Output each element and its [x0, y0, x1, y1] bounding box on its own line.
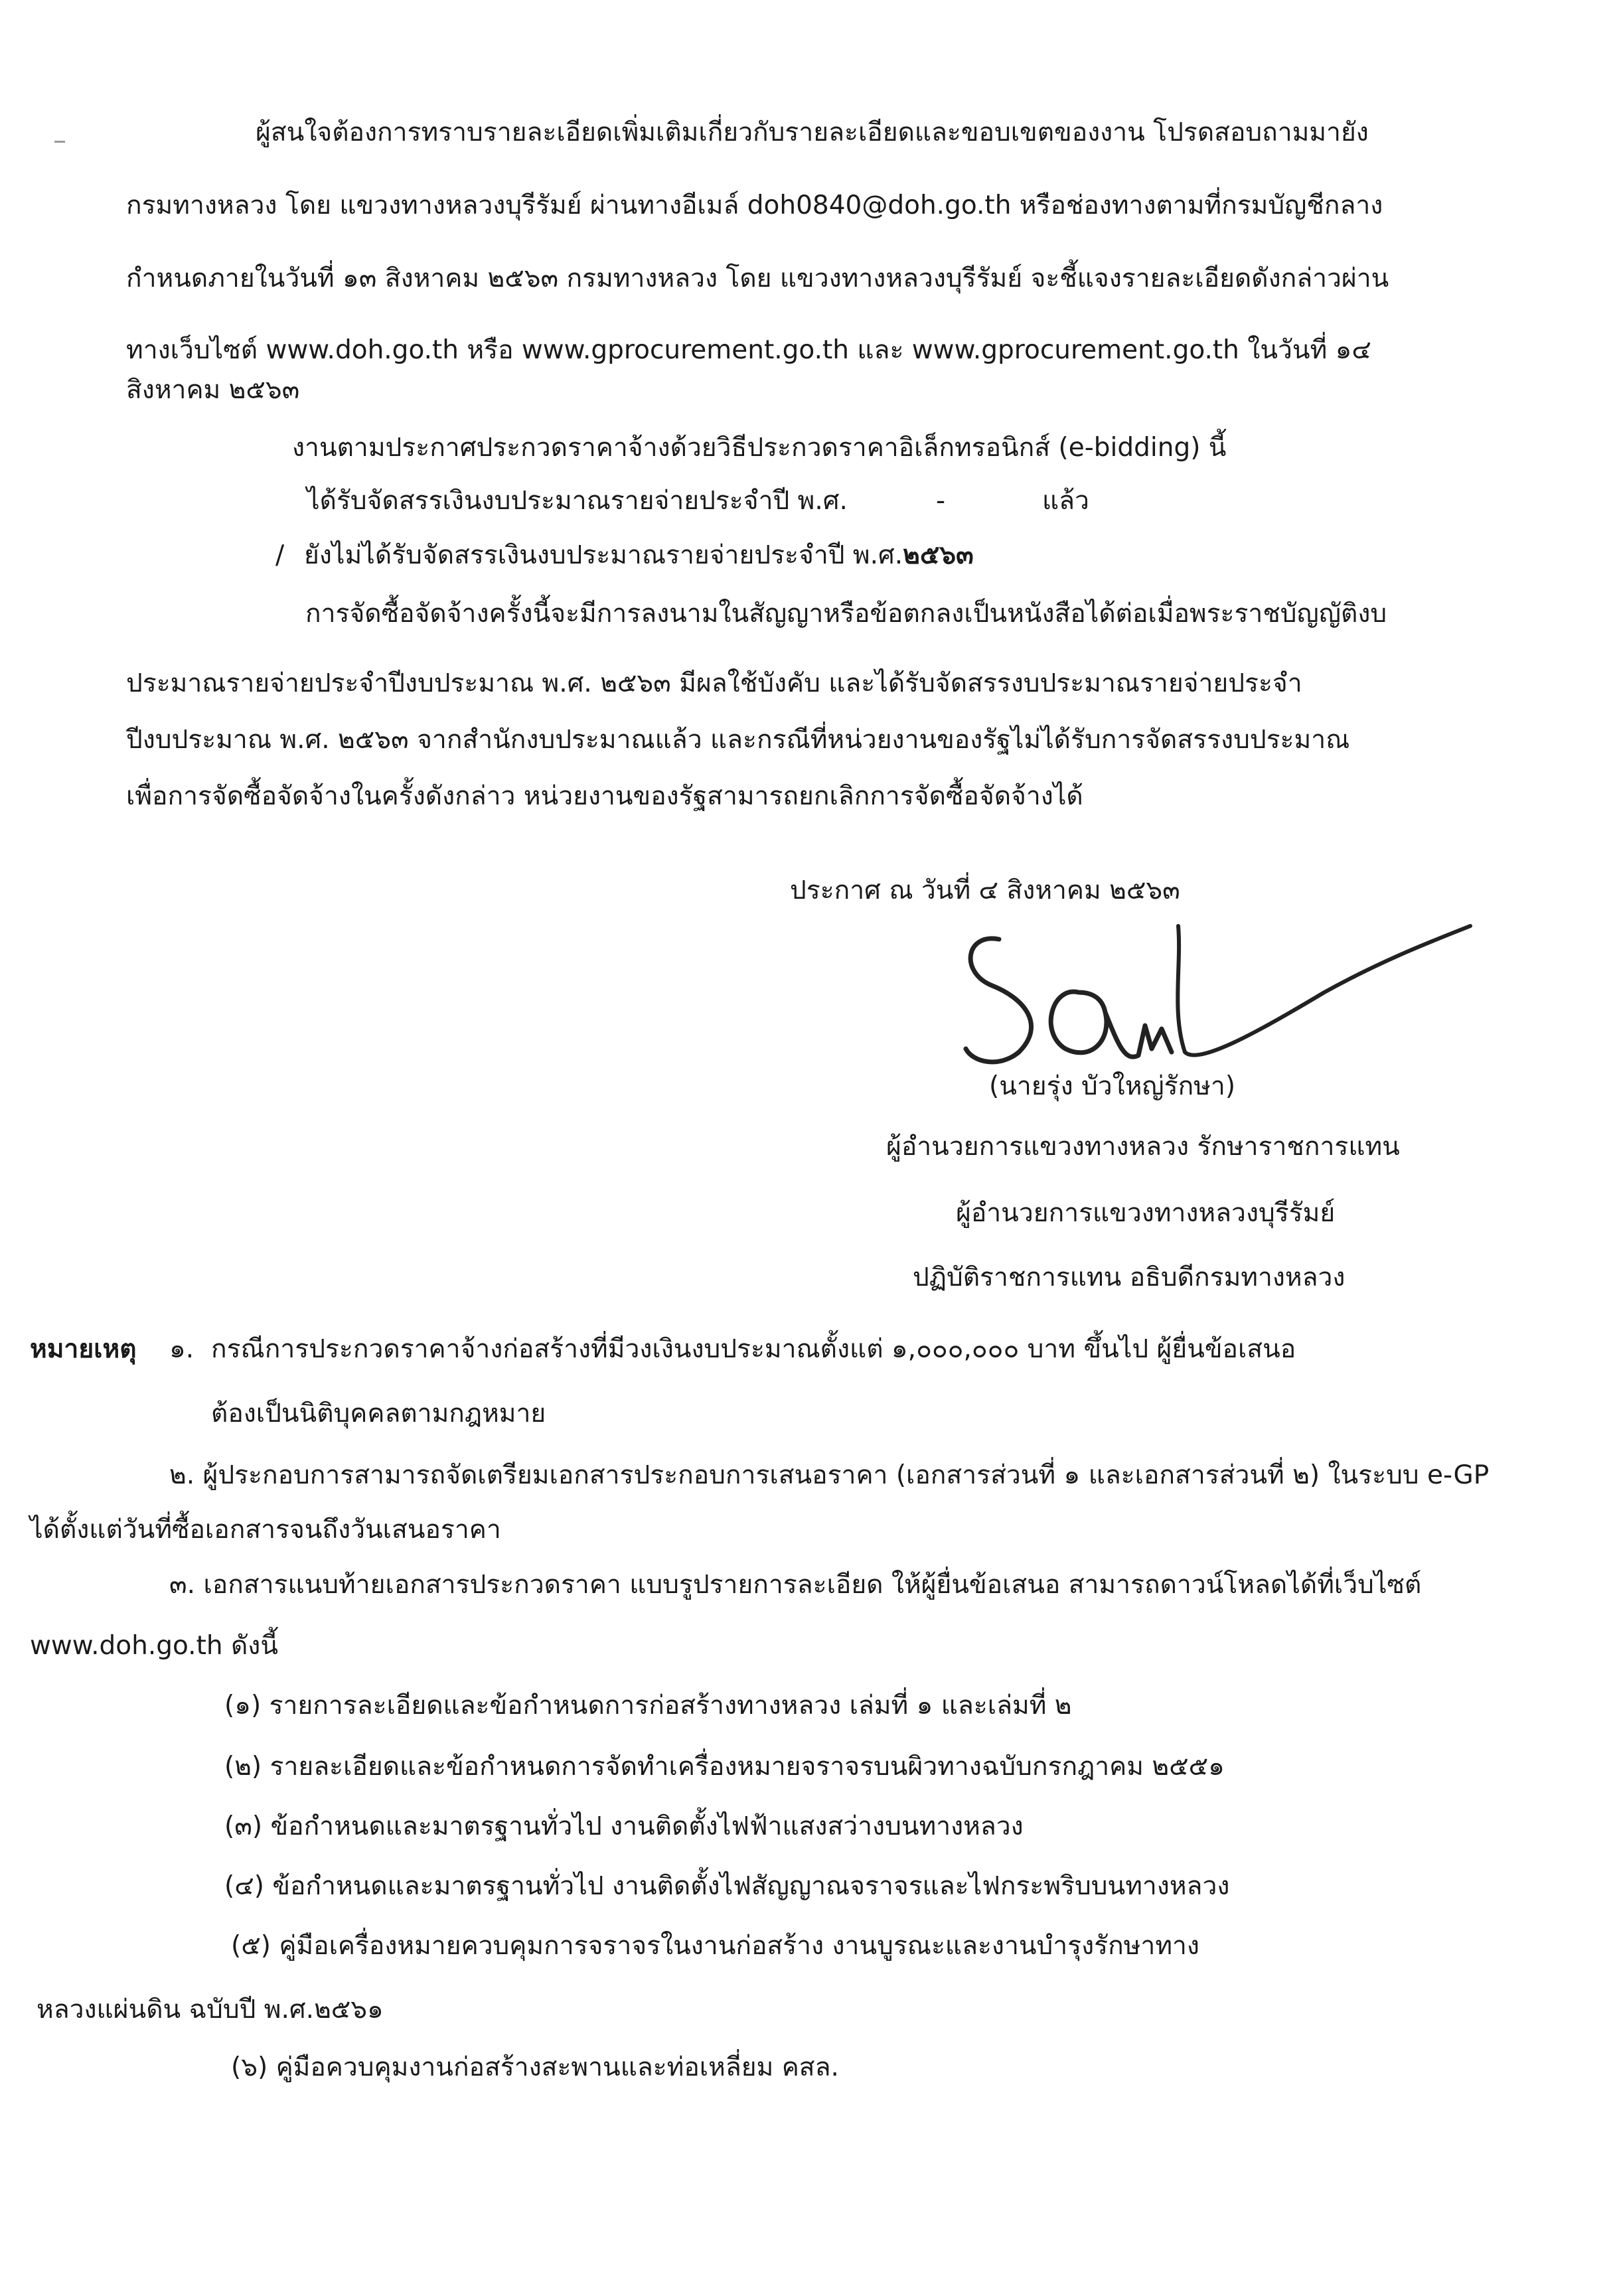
attachment-item-5-line2: หลวงแผ่นดิน ฉบับปี พ.ศ.๒๕๖๑	[37, 1995, 384, 2025]
note-3-line1: ๓. เอกสารแนบท้ายเอกสารประกวดราคา แบบรูปรายการละเอียด ให้ผู้ยื่นข้อเสนอ สามารถดาวน์โหลดได้ที่เว็บไซต์	[169, 1570, 1422, 1600]
note-2-line2: ได้ตั้งแต่วันที่ซื้อเอกสารจนถึงวันเสนอราคา	[30, 1515, 501, 1545]
contact-email-text: กรมทางหลวง โดย แขวงทางหลวงบุรีรัมย์ ผ่านทางอีเมล์ doh0840@doh.go.th หรือช่องทางตามที่กรมบัญชีกลาง	[126, 191, 1383, 220]
para1-line1: ผู้สนใจต้องการทราบรายละเอียดเพิ่มเติมเกี่ยวกับรายละเอียดและขอบเขตของงาน โปรดสอบถามมายัง	[256, 117, 1369, 147]
para3-line3: ปีงบประมาณ พ.ศ. ๒๕๖๓ จากสำนักงบประมาณแล้ว และกรณีที่หน่วยงานของรัฐไม่ได้รับการจัดสรรงบประมาณ	[126, 725, 1350, 755]
budget-option-allocated-tail: แล้ว	[1042, 486, 1089, 516]
budget-option-allocated-text: ได้รับจัดสรรเงินงบประมาณรายจ่ายประจำปี พ.ศ.	[307, 486, 848, 516]
scan-speck	[54, 141, 65, 143]
attachment-item-6: (๖) คู่มือควบคุมงานก่อสร้างสะพานและท่อเหลี่ยม คสล.	[231, 2052, 839, 2082]
signature-image	[946, 913, 1477, 1079]
note-3-line2: www.doh.go.th ดังนี้	[30, 1631, 279, 1661]
note-2-line1: ๒. ผู้ประกอบการสามารถจัดเตรียมเอกสารประกอบการเสนอราคา (เอกสารส่วนที่ ๑ และเอกสารส่วนที่ ๒) ในระบบ e-GP	[169, 1460, 1490, 1490]
note-1-line2: ต้องเป็นนิติบุคคลตามกฎหมาย	[211, 1399, 546, 1428]
attachment-item-1: (๑) รายการละเอียดและข้อกำหนดการก่อสร้างทางหลวง เล่มที่ ๑ และเล่มที่ ๒	[224, 1691, 1072, 1721]
signer-name: (นายรุ่ง บัวใหญ่รักษา)	[989, 1071, 1236, 1101]
signer-position-2: ผู้อำนวยการแขวงทางหลวงบุรีรัมย์	[956, 1198, 1336, 1228]
signer-position-1: ผู้อำนวยการแขวงทางหลวง รักษาราชการแทน	[886, 1132, 1400, 1162]
para1-line3: กำหนดภายในวันที่ ๑๓ สิงหาคม ๒๕๖๓ กรมทางหลวง โดย แขวงทางหลวงบุรีรัมย์ จะชี้แจงรายละเอียดดังกล่าวผ่าน	[126, 264, 1389, 293]
attachment-item-4: (๔) ข้อกำหนดและมาตรฐานทั่วไป งานติดตั้งไฟสัญญาณจราจรและไฟกระพริบบนทางหลวง	[224, 1871, 1230, 1901]
attachment-item-5-line1: (๕) คู่มือเครื่องหมายควบคุมการจราจรในงานก่อสร้าง งานบูรณะและงานบำรุงรักษาทาง	[231, 1931, 1199, 1961]
para1-line5: สิงหาคม ๒๕๖๓	[126, 375, 300, 405]
para3-line1: การจัดซื้อจัดจ้างครั้งนี้จะมีการลงนามในสัญญาหรือข้อตกลงเป็นหนังสือได้ต่อเมื่อพระราชบัญญัติงบ	[305, 599, 1387, 629]
para1-line2	[126, 192, 1383, 218]
para3-line4: เพื่อการจัดซื้อจัดจ้างในครั้งดังกล่าว หน่วยงานของรัฐสามารถยกเลิกการจัดซื้อจัดจ้างได้	[126, 781, 1083, 811]
checkmark-slash: /	[275, 540, 285, 570]
para3-line2: ประมาณรายจ่ายประจำปีงบประมาณ พ.ศ. ๒๕๖๓ มีผลใช้บังคับ และได้รับจัดสรรงบประมาณรายจ่ายประจำ	[126, 668, 1302, 698]
announcement-date: ประกาศ ณ วันที่ ๔ สิงหาคม ๒๕๖๓	[790, 876, 1180, 905]
signer-position-3: ปฏิบัติราชการแทน อธิบดีกรมทางหลวง	[913, 1263, 1346, 1292]
budget-year: ๒๕๖๓	[903, 540, 974, 570]
budget-option-allocated	[307, 488, 848, 514]
attachment-item-2: (๒) รายละเอียดและข้อกำหนดการจัดทำเครื่องหมายจราจรบนผิวทางฉบับกรกฎาคม ๒๕๕๑	[224, 1752, 1225, 1782]
note-1-number: ๑.	[169, 1334, 194, 1364]
attachment-item-3: (๓) ข้อกำหนดและมาตรฐานทั่วไป งานติดตั้งไฟฟ้าแสงสว่างบนทางหลวง	[224, 1811, 1024, 1841]
budget-option-not-allocated	[304, 542, 974, 568]
notes-heading: หมายเหตุ	[30, 1334, 137, 1364]
budget-option-not-allocated-text: ยังไม่ได้รับจัดสรรเงินงบประมาณรายจ่ายประจำปี พ.ศ.	[304, 540, 903, 570]
note-1-line1: กรณีการประกวดราคาจ้างก่อสร้างที่มีวงเงินงบประมาณตั้งแต่ ๑,๐๐๐,๐๐๐ บาท ขึ้นไป ผู้ยื่นข้อเสนอ	[211, 1334, 1296, 1364]
budget-option-allocated-year-dash: -	[936, 486, 946, 516]
para2: งานตามประกาศประกวดราคาจ้างด้วยวิธีประกวดราคาอิเล็กทรอนิกส์ (e-bidding) นี้	[292, 433, 1227, 463]
para1-line4: ทางเว็บไซต์ www.doh.go.th หรือ www.gprocurement.go.th และ www.gprocurement.go.th ในวันที่ ๑๔	[126, 335, 1371, 365]
